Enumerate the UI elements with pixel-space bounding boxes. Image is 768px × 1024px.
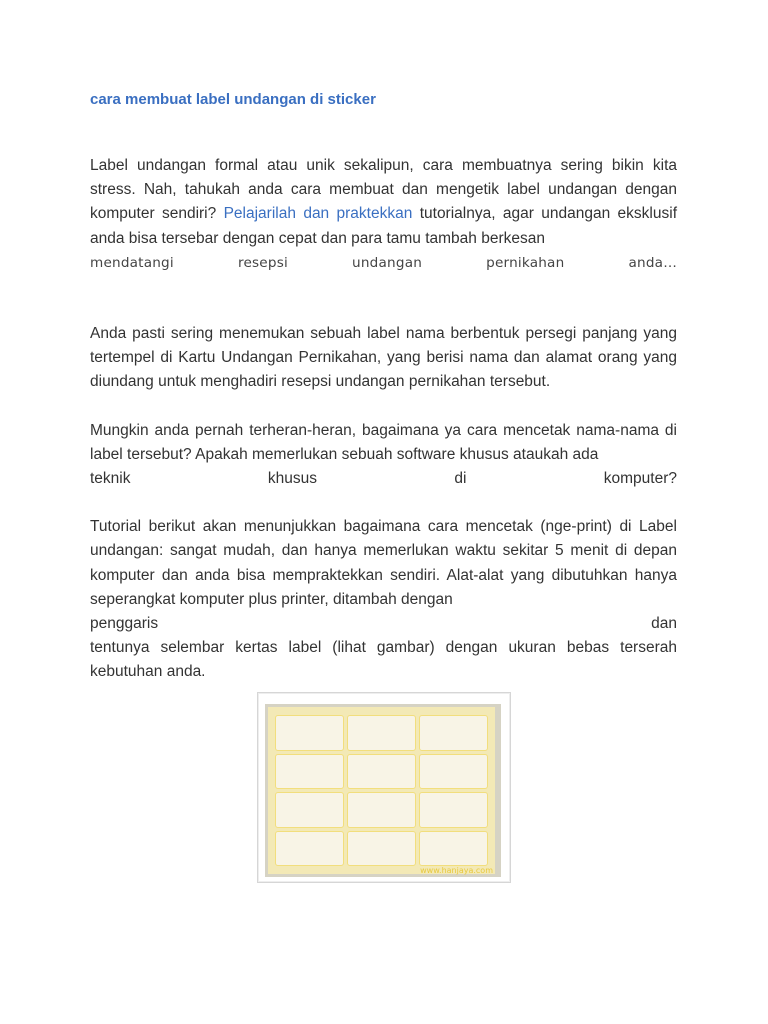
intro-text-after-link: tutorialnya, agar undangan eksklusif anda bisa tersebar dengan cepat dan para tamu tambah berkesan [90, 205, 677, 247]
label-cell [347, 715, 416, 751]
label-cell [419, 754, 488, 790]
label-cell [419, 715, 488, 751]
label-sheet-image-frame [257, 692, 511, 883]
label-cell [275, 831, 344, 867]
label-sheet-photo [265, 704, 501, 877]
paragraph-3-body: Mungkin anda pernah terheran-heran, bagaimana ya cara mencetak nama-nama di label tersebut? Apakah memerlukan sebuah software khusus ataukah ada [90, 421, 677, 463]
label-cell [347, 792, 416, 828]
image-watermark: www.hanjaya.com [420, 866, 493, 875]
paragraph-2: Anda pasti sering menemukan sebuah label nama berbentuk persegi panjang yang tertempel di Kartu Undangan Pernikahan, yang berisi nama dan alamat orang yang diundang untuk menghadiri resepsi undangan pernikahan tersebut. [90, 325, 677, 391]
paragraph-4 [90, 515, 677, 684]
article-title: cara membuat label undangan di sticker [90, 91, 376, 108]
paragraph-3-last-line: teknik khusus di komputer? [90, 470, 677, 488]
label-cell [419, 792, 488, 828]
paragraph-4-tail: tentunya selembar kertas label (lihat gambar) dengan ukuran bebas terserah kebutuhan anda. [90, 639, 677, 681]
paragraph-4-body: Tutorial berikut akan menunjukkan bagaimana cara mencetak (nge-print) di Label undangan: sangat mudah, dan hanya memerlukan waktu sekitar 5 menit di depan komputer dan anda bisa mempraktekkan sendiri. Alat-alat yang dibutuhkan hanya seperangkat komputer plus printer, ditambah dengan [90, 518, 677, 608]
label-cell [347, 831, 416, 867]
tutorial-link[interactable]: Pelajarilah dan praktekkan [223, 205, 413, 223]
label-cell [275, 754, 344, 790]
article [90, 88, 677, 685]
label-cell [419, 831, 488, 867]
label-cell [347, 754, 416, 790]
paragraph-4-spread-line: penggaris dan [90, 615, 677, 633]
intro-paragraph [90, 154, 677, 275]
intro-text-before-link: Label undangan formal atau unik sekalipun, cara membuatnya sering bikin kita stress. Nah, tahukah anda cara membuat dan mengetik label undangan dengan komputer sendiri? [90, 157, 677, 223]
label-sheet [268, 707, 495, 874]
paragraph-3 [90, 419, 677, 492]
label-cell [275, 792, 344, 828]
label-cell [275, 715, 344, 751]
intro-last-line: mendatangi resepsi undangan pernikahan anda… [90, 254, 677, 271]
